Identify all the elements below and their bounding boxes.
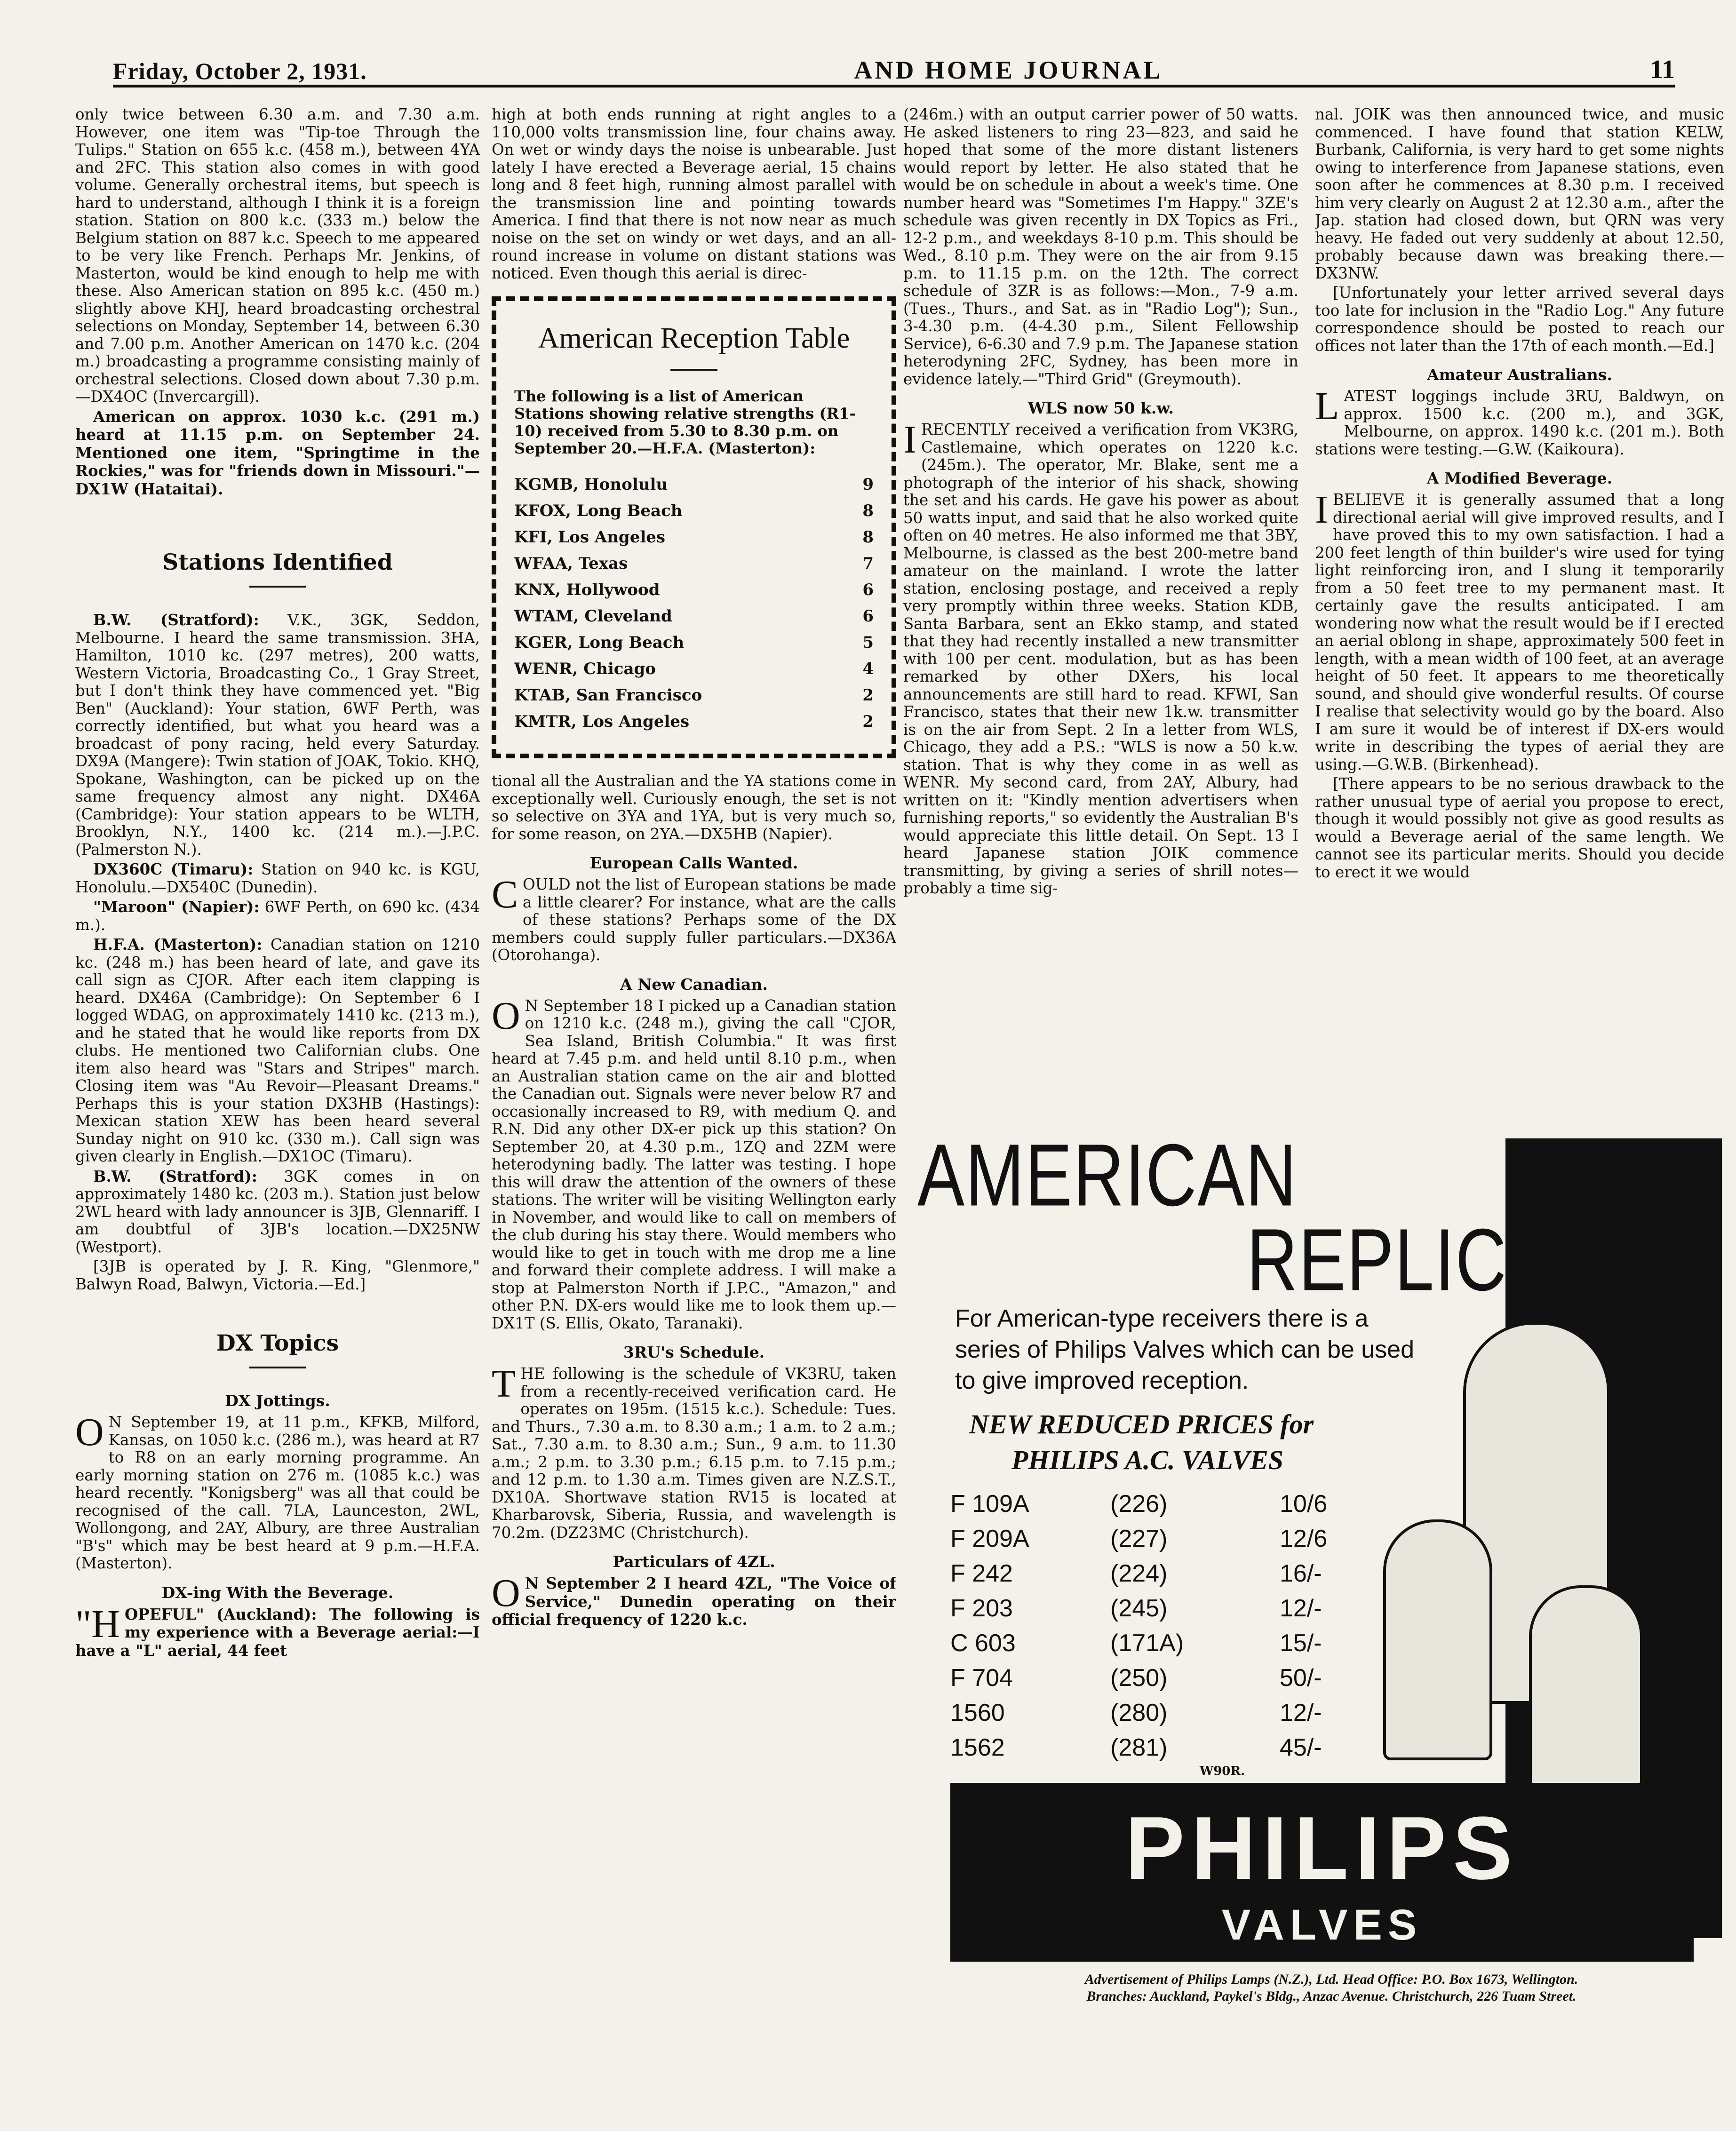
section-heading-stations-identified: Stations Identified — [162, 549, 393, 575]
column-3 — [903, 106, 1298, 1122]
reception-table-rows — [514, 471, 874, 735]
subheading-european-calls: European Calls Wanted. — [589, 854, 798, 872]
issue-date: Friday, October 2, 1931. — [113, 58, 367, 84]
subheading-wls: WLS now 50 k.w. — [1028, 399, 1174, 417]
valve-price-row — [950, 1521, 1402, 1556]
subheading-particulars-4zl: Particulars of 4ZL. — [613, 1552, 775, 1571]
valve-price-row — [950, 1730, 1402, 1765]
paragraph-text: Canadian station on 1210 kc. (248 m.) has been heard of late, and gave its call sign as CJOR. After each item clapping is heard. DX46A (Cambridge): On September 6 I logged WDAG, on approximately 1410 kc. (213 m.), and he stated that he would like reports from DX clubs. He mentioned two Californian clubs. One item also heard was "Stars and Stripes" march. Closing item was "Au Revoir—Pleasant Dreams." Perhaps this is your station DX3HB (Hastings): Mexican station XEW has been heard several Sunday night on 910 kc. (330 m.). Call sign was given clearly in English.—DX1OC (Timaru). — [75, 936, 480, 1165]
subheading-dx-jottings: DX Jottings. — [225, 1392, 330, 1410]
valve-price: 12/6 — [1280, 1525, 1328, 1552]
reception-table-row — [514, 498, 874, 524]
paragraph-text: HE following is the schedule of VK3RU, taken from a recently-received verification card. He operates on 195m. (1515 k.c.). Schedule: Tues. and Thurs., 7.30 a.m. to 8.30 a.m.; 1 a.m. to 2 a.m.; Sat., 7.30 a.m. to 8.30 a.m.; Sun., 9 a.m. to 11.30 a.m.; 2 p.m. to 3.30 p.m.; 6.15 p.m. to 7.15 p.m.; and 12 p.m. to 1.30 a.m. Times given are N.Z.S.T., DX10A. Shortwave station RV15 is located at Kharbarovsk, Siberia, Russia, and wavelength is 70.2m. (DZ23MC (Christchurch). — [492, 1365, 896, 1542]
paragraph — [1315, 488, 1724, 773]
paragraph: (246m.) with an output carrier power of 50 watts. He asked listeners to ring 23—823, and said he hoped that some of the more distant listeners would report by letter. He also stated that he would be on schedule in about a week's time. One number heard was "Sometimes I'm Happy." 3ZE's schedule was given recently in DX Topics as Fri., 12-2 p.m., and weekdays 8-10 p.m. This should be Wed., 8.10 p.m. They were on the air from 9.15 p.m. to 11.15 p.m. on the 12th. The correct schedule of 3ZR is as follows:—Mon., 7-9 a.m. (Tues., Thurs., and Sat. as in "Radio Log"); Sun., 3-4.30 p.m. (4-4.30 p.m., Silent Fellowship Service), 6-6.30 and 7.9 p.m. The Japanese station heterodyning 2FC, Sydney, has been more in evidence lately.—"Third Grid" (Greymouth). — [903, 106, 1298, 388]
page-header — [113, 47, 1675, 87]
paragraph-text: N September 2 I heard 4ZL, "The Voice of Service," Dunedin operating on their official frequency of 1220 k.c. — [492, 1574, 896, 1629]
paragraph — [1315, 384, 1724, 458]
divider — [670, 369, 717, 371]
reception-table-row — [514, 656, 874, 682]
station-strength: 6 — [862, 580, 874, 599]
valve-model: F 109A — [950, 1490, 1029, 1518]
station-strength: 5 — [862, 633, 874, 652]
ad-headline-replicas: REPLICAS — [1247, 1210, 1603, 1309]
subheading-dx-ing-beverage: DX-ing With the Beverage. — [161, 1583, 394, 1602]
philips-advertisement — [908, 1124, 1722, 2013]
correspondent-name: DX360C (Timaru): — [93, 860, 254, 878]
valve-model: F 209A — [950, 1525, 1029, 1552]
valve-price-row — [950, 1695, 1402, 1730]
ad-footer — [950, 1971, 1712, 2005]
paragraph — [903, 418, 1298, 898]
column-1 — [75, 106, 480, 2105]
ad-code: W90R. — [1200, 1764, 1245, 1778]
paragraph — [75, 1410, 480, 1573]
reception-table-row — [514, 708, 874, 735]
paragraph — [492, 1571, 896, 1629]
paragraph: tional all the Australian and the YA stations come in exceptionally well. Curiously enough, the set is not so selective on 3YA and 1YA, but is very much so, for some reason, on 2YA.—DX5HB (Napier). — [492, 772, 896, 843]
subheading-new-canadian: A New Canadian. — [620, 975, 768, 994]
paragraph-text: RECENTLY received a verification from VK3RG, Castlemaine, which operates on 1220 k.c. (245m.). The operator, Mr. Blake, sent me a photograph of the interior of his shack, showing the set and his cards. He gave his power as about 50 watts input, and said that he also worked quite often on 40 metres. He also informed me that 3BY, Melbourne, is classed as the best 200-metre band amateur on the mainland. I wrote the latter station, enclosing postage, and received a reply very promptly within three weeks. Station KDB, Santa Barbara, sent an Ekko stamp, and stated that they had recently installed a new transmitter with 100 per cent. modulation, but as has been remarked by other DXers, his local announcements are still hard to read. KFWI, San Francisco, states that their new 1k.w. transmitter is on the air from Sept. 2 In a letter from WLS, Chicago, they add a P.S.: "WLS is now a 50 k.w. station. That is why they come in as well as WENR. My second card, from 2AY, Albury, had written on it: "Kindly mention advertisers when furnishing reports," so evidently the Australian B's would appreciate this little detail. On Sept. 13 I heard Japanese station JOIK commence transmitting, by giving a series of shrill notes—probably a time sig- — [903, 421, 1298, 897]
drop-cap: O — [492, 1571, 520, 1615]
valve-base: (281) — [1110, 1734, 1168, 1761]
valve-base: (250) — [1110, 1664, 1168, 1692]
station-name: KGER, Long Beach — [514, 633, 685, 652]
paragraph — [492, 1362, 896, 1542]
paragraph — [492, 994, 896, 1333]
valve-base: (226) — [1110, 1490, 1168, 1518]
paragraph: high at both ends running at right angles to a 110,000 volts transmission line, four chains away. On wet or windy days the noise is unbearable. Just lately I have erected a Beverage aerial, 15 chains long and 8 feet high, running almost parallel with the transmission line and pointing towards America. I find that there is not now near as much noise on the set on windy or wet days, and an all-round increase in volume on distant stations was noticed. Even though this aerial is direc- — [492, 106, 896, 282]
valve-base: (280) — [1110, 1699, 1168, 1726]
reception-table-intro: The following is a list of American Stations showing relative strengths (R1-10) received from 5.30 to 8.30 p.m. on September 20.—H.F.A. (Masterton): — [514, 387, 856, 457]
valve-base: (224) — [1110, 1560, 1168, 1587]
paragraph: only twice between 6.30 a.m. and 7.30 a.m. However, one item was "Tip-toe Through the Tulips." Station on 655 k.c. (458 m.), between 4YA and 2FC. This station also comes in with good volume. Generally orchestral items, but speech is hard to understand, although I think it is a foreign station. Station on 800 k.c. (333 m.) below the Belgium station on 887 k.c. Speech to me appeared to be very like French. Perhaps Mr. Jenkins, of Masterton, would be kind enough to help me with these. Also American station on 895 k.c. (450 m.) slightly above KHJ, heard broadcasting orchestral selections on Monday, September 14, between 6.30 and 7.00 p.m. Another American on 1470 k.c. (204 m.) broadcasting a programme consisting mainly of orchestral selections. Closed down about 7.30 p.m.—DX4OC (Invercargill). — [75, 106, 480, 406]
station-name: KGMB, Honolulu — [514, 475, 668, 494]
reception-table-title: American Reception Table — [538, 322, 850, 354]
paragraph-text: OPEFUL" (Auckland): The following is my experience with a Beverage aerial:—I have a "L" aerial, 44 feet — [75, 1605, 480, 1660]
valve-base: (171A) — [1110, 1630, 1184, 1657]
drop-cap: O — [492, 994, 520, 1038]
valve-price: 12/- — [1280, 1699, 1322, 1726]
philips-logo-banner — [950, 1783, 1694, 1962]
valve-model: F 242 — [950, 1560, 1013, 1587]
station-name: KFOX, Long Beach — [514, 501, 683, 520]
drop-cap: C — [492, 873, 518, 916]
station-strength: 2 — [862, 712, 874, 731]
valve-base: (245) — [1110, 1595, 1168, 1622]
paragraph — [75, 1168, 480, 1256]
ad-footer-line: Advertisement of Philips Lamps (N.Z.), Ltd. Head Office: P.O. Box 1673, Wellington. — [1084, 1972, 1578, 1987]
paragraph-text: N September 19, at 11 p.m., KFKB, Milford, Kansas, on 1050 k.c. (286 m.), was heard at R7 to R8 on an early morning programme. An early morning station on 276 m. (1085 k.c.) was heard recently. "Konigsberg" was all that could be recognised of the call. 7LA, Launceston, 2WL, Wollongong, and 2AY, Albury, are three Australian "B's" which may be best heard at 9 p.m.—H.F.A. (Masterton). — [75, 1413, 480, 1572]
station-strength: 6 — [862, 607, 874, 626]
valve-price-row — [950, 1556, 1402, 1591]
valve-price-row — [950, 1487, 1402, 1521]
subheading-modified-beverage: A Modified Beverage. — [1426, 469, 1613, 487]
station-strength: 7 — [862, 554, 874, 573]
station-strength: 8 — [862, 501, 874, 520]
paragraph — [75, 898, 480, 934]
reception-table-row — [514, 577, 874, 603]
reception-table-row — [514, 524, 874, 550]
valve-price: 15/- — [1280, 1630, 1322, 1657]
station-name: KTAB, San Francisco — [514, 686, 702, 705]
paragraph — [75, 936, 480, 1166]
station-name: KFI, Los Angeles — [514, 528, 666, 547]
reception-table-row — [514, 603, 874, 629]
station-name: KNX, Hollywood — [514, 580, 660, 599]
column-2 — [492, 106, 896, 2105]
correspondent-name: "Maroon" (Napier): — [93, 898, 260, 916]
reception-table-row — [514, 682, 874, 708]
ad-price-heading-line: NEW REDUCED PRICES for — [969, 1409, 1314, 1439]
reception-table-row — [514, 550, 874, 577]
paragraph-text: OULD not the list of European stations be made a little clearer? For instance, what are the calls of these stations? Perhaps some of the DX members could supply fuller particulars.—DX36A (Otorohanga). — [492, 875, 896, 964]
station-name: WENR, Chicago — [514, 660, 656, 678]
valve-price: 10/6 — [1280, 1490, 1328, 1518]
ad-intro-text: For American-type receivers there is a series of Philips Valves which can be used to give improved reception. — [955, 1305, 1414, 1394]
valve-price: 45/- — [1280, 1734, 1322, 1761]
editor-note: [Unfortunately your letter arrived several days too late for inclusion in the "Radio Log." Any future correspondence should be posted to reach our offices not later than the 17th of each month.—Ed.] — [1315, 284, 1724, 355]
valve-illustration — [1529, 1585, 1643, 1789]
reception-table-box — [492, 296, 896, 758]
paragraph — [75, 408, 480, 499]
paragraph — [492, 873, 896, 964]
valve-price: 12/- — [1280, 1595, 1322, 1622]
drop-cap: I — [903, 418, 916, 461]
publication-title: AND HOME JOURNAL — [854, 56, 1163, 84]
valve-model: 1560 — [950, 1699, 1005, 1726]
ad-footer-line: Branches: Auckland, Paykel's Bldg., Anzac Avenue. Christchurch, 226 Tuam Street. — [1086, 1988, 1577, 2004]
paragraph-text: Station on 940 kc. is KGU, Honolulu.—DX540C (Dunedin). — [75, 860, 480, 896]
drop-cap: O — [75, 1410, 104, 1454]
correspondent-name: H.F.A. (Masterton): — [93, 935, 263, 954]
correspondent-name: B.W. (Stratford): — [93, 1167, 257, 1185]
drop-cap: T — [492, 1362, 516, 1406]
valve-price: 50/- — [1280, 1664, 1322, 1692]
station-name: KMTR, Los Angeles — [514, 712, 690, 731]
station-strength: 2 — [862, 686, 874, 705]
valve-model: C 603 — [950, 1630, 1016, 1657]
ad-price-heading-line: PHILIPS A.C. VALVES — [1011, 1445, 1283, 1475]
subheading-amateur-australians: Amateur Australians. — [1427, 366, 1612, 384]
paragraph: nal. JOIK was then announced twice, and music commenced. I have found that station KELW, Burbank, California, is very hard to get some nights owing to interference from Japanese stations, even soon after he commences at 8.30 p.m. I received him very clearly on August 2 at 12.30 a.m., after the Jap. station had closed down, but QRN was very heavy. He faded out very suddenly at about 12.50, probably because dawn was breaking there.—DX3NW. — [1315, 106, 1724, 282]
paragraph — [75, 611, 480, 859]
paragraph-text: ATEST loggings include 3RU, Baldwyn, on approx. 1500 k.c. (200 m.), and 3GK, Melbourne, on approx. 1490 k.c. (201 m.). Both stations were testing.—G.W. (Kaikoura). — [1315, 387, 1724, 458]
ad-headline-american: AMERICAN — [917, 1125, 1298, 1225]
paragraph — [75, 860, 480, 896]
paragraph-text: BELIEVE it is generally assumed that a long directional aerial will give improved results, and I have proved this to my own satisfaction. I had a 200 feet length of thin builder's wire used for tying light reinforcing iron, and I slung it temporarily from a 50 feet tree to my permanent mast. It certainly gave the results anticipated. I am wondering now what the result would be if I erected an aerial oblong in shape, approximately 500 feet in length, with a mean width of 100 feet, at an average height of 50 feet. It appears to me theoretically sound, and should give wonderful results. Of course I realise that selectivity would go by the board. Also I am sure it would be of interest if DX-ers would write in describing the types of aerial they are using.—G.W.B. (Birkenhead). — [1315, 491, 1724, 773]
valve-price-list — [950, 1487, 1402, 1765]
station-strength: 4 — [862, 660, 874, 678]
valve-price: 16/- — [1280, 1560, 1322, 1587]
column-4 — [1315, 106, 1724, 1122]
section-heading-dx-topics: DX Topics — [216, 1330, 339, 1356]
divider — [249, 586, 306, 588]
drop-cap: "H — [75, 1602, 120, 1646]
valve-model: F 704 — [950, 1664, 1013, 1692]
station-name: WTAM, Cleveland — [514, 607, 672, 626]
divider — [249, 1367, 306, 1368]
valve-base: (227) — [1110, 1525, 1168, 1552]
station-strength: 9 — [862, 475, 874, 494]
valve-model: 1562 — [950, 1734, 1005, 1761]
reception-table-row — [514, 471, 874, 498]
paragraph — [75, 1602, 480, 1660]
valve-price-row — [950, 1591, 1402, 1626]
editor-note: [There appears to be no serious drawback to the rather unusual type of aerial you propose to erect, though it would possibly not give as good results as would a Beverage aerial of the same length. We cannot see its particular merits. Should you decide to erect it we would — [1315, 775, 1724, 881]
drop-cap: L — [1315, 384, 1339, 428]
paragraph: American on approx. 1030 k.c. (291 m.) heard at 11.15 p.m. on September 24. Mentioned one item, "Springtime in the Rockies," was for "friends down in Missouri."—DX1W (Hataitai). — [75, 407, 480, 498]
valve-price-row — [950, 1626, 1402, 1661]
reception-table-row — [514, 629, 874, 656]
valve-model: F 203 — [950, 1595, 1013, 1622]
ad-price-heading — [969, 1407, 1402, 1478]
paragraph-text: 3GK comes in on approximately 1480 kc. (203 m.). Station just below 2WL heard with lady announcer is 3JB, Glennariff. I am doubtful of 3JB's location.—DX25NW (Westport). — [75, 1167, 480, 1256]
paragraph-text: V.K., 3GK, Seddon, Melbourne. I heard the same transmission. 3HA, Hamilton, 1010 kc. (297 metres), 200 watts, Western Victoria, Broadcasting Co., 1 Gray Street, but I don't think they have commenced yet. "Big Ben" (Auckland): Your station, 6WF Perth, was correctly identified, but what you heard was a broadcast of pony racing, held every Saturday. DX9A (Mangere): Twin station of JOAK, Tokio. KHQ, Spokane, Washington, can be picked up on the same frequency almost any night. DX46A (Cambridge): Your station appears to be WLTH, Brooklyn, N.Y., 1400 kc. (214 m.).—J.P.C. (Palmerston N.). — [75, 611, 480, 859]
station-strength: 8 — [862, 528, 874, 547]
valve-price-row — [950, 1661, 1402, 1695]
correspondent-name: B.W. (Stratford): — [93, 611, 259, 629]
subheading-3ru-schedule: 3RU's Schedule. — [623, 1343, 765, 1361]
brand-subtitle: VALVES — [1221, 1901, 1423, 1949]
brand-name: PHILIPS — [1125, 1798, 1519, 1898]
drop-cap: I — [1315, 488, 1328, 532]
editor-note: [3JB is operated by J. R. King, "Glenmore," Balwyn Road, Balwyn, Victoria.—Ed.] — [75, 1257, 480, 1293]
paragraph-text: 6WF Perth, on 690 kc. (434 m.). — [75, 898, 480, 934]
station-name: WFAA, Texas — [514, 554, 628, 573]
page-number: 11 — [1650, 55, 1675, 84]
paragraph-text: N September 18 I picked up a Canadian station on 1210 k.c. (248 m.), giving the call "CJOR, Sea Island, British Columbia." It was first heard at 7.45 p.m. and held until 8.10 p.m., when an Australian station came on the air and blotted the Canadian out. Signals were never below R7 and occasionally increased to R9, with medium Q. and R.N. Did any other DX-er pick up this station? On September 20, at 4.30 p.m., 1ZQ and 2ZM were heterodyning badly. The latter was testing. I hope this will draw the attention of the owners of these stations. The writer will be visiting Wellington early in November, and would like to call on members of the club during his stay there. Would members who would like to get in touch with me drop me a line and forward their complete address. I will make a stop at Palmerston North if J.P.C., "Amazon," and other P.N. DX-ers would like me to look them up.—DX1T (S. Ellis, Okato, Taranaki). — [492, 996, 896, 1332]
